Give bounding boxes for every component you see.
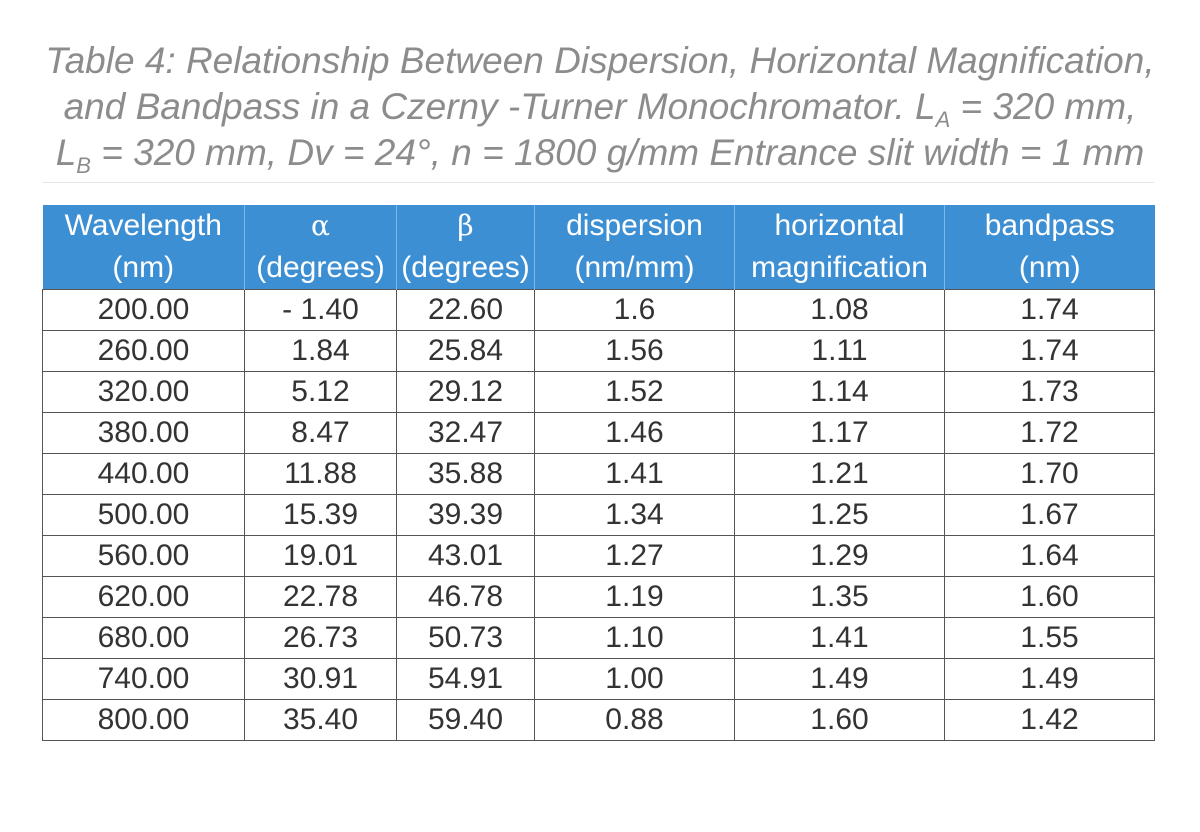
- column-header-bandpass: [945, 205, 1155, 290]
- table-cell-dispersion: 1.10: [535, 618, 735, 659]
- table-cell-alpha: 1.84: [245, 331, 397, 372]
- table-row: [43, 659, 1155, 700]
- table-cell-wavelength: 440.00: [43, 454, 245, 495]
- table-cell-wavelength: 680.00: [43, 618, 245, 659]
- table-cell-beta: 25.84: [397, 331, 535, 372]
- column-header-unit: (degrees): [401, 251, 530, 284]
- column-header-label: β: [457, 209, 474, 242]
- caption-line-1: Table 4: Relationship Between Dispersion, Horizontal Magnification,: [45, 40, 1155, 81]
- table-cell-bandpass: 1.73: [945, 372, 1155, 413]
- caption-line-2: and Bandpass in a Czerny -Turner Monochromator. $L_A = 320$ mm,: [63, 86, 1137, 132]
- table-cell-beta: 32.47: [397, 413, 535, 454]
- column-header-beta: [397, 205, 535, 290]
- table-cell-alpha: 11.88: [245, 454, 397, 495]
- table-cell-dispersion: 1.46: [535, 413, 735, 454]
- table-row: [43, 536, 1155, 577]
- table-cell-horizontal-magnification: 1.35: [735, 577, 945, 618]
- monochromator-table: [42, 205, 1155, 741]
- table-row: [43, 454, 1155, 495]
- table-cell-dispersion: 1.6: [535, 290, 735, 331]
- table-cell-beta: 59.40: [397, 700, 535, 741]
- table-cell-beta: 29.12: [397, 372, 535, 413]
- table-cell-wavelength: 560.00: [43, 536, 245, 577]
- table-cell-horizontal-magnification: 1.60: [735, 700, 945, 741]
- column-header-label: horizontal: [774, 209, 905, 242]
- table-cell-alpha: 19.01: [245, 536, 397, 577]
- column-header-unit: magnification: [751, 251, 928, 284]
- table-cell-beta: 39.39: [397, 495, 535, 536]
- table-cell-horizontal-magnification: 1.21: [735, 454, 945, 495]
- table-cell-horizontal-magnification: 1.41: [735, 618, 945, 659]
- table-cell-bandpass: 1.42: [945, 700, 1155, 741]
- table-caption: [30, 38, 1170, 176]
- column-header-label: α: [311, 209, 330, 242]
- column-header-dispersion: [535, 205, 735, 290]
- column-header-unit: (degrees): [256, 251, 385, 284]
- table-cell-dispersion: 0.88: [535, 700, 735, 741]
- table-cell-dispersion: 1.27: [535, 536, 735, 577]
- table-cell-horizontal-magnification: 1.14: [735, 372, 945, 413]
- column-header-label: dispersion: [566, 209, 703, 242]
- table-cell-horizontal-magnification: 1.25: [735, 495, 945, 536]
- table-cell-beta: 54.91: [397, 659, 535, 700]
- table-cell-beta: 43.01: [397, 536, 535, 577]
- table-cell-beta: 46.78: [397, 577, 535, 618]
- caption-line-3: $L_B = 320$ mm, Dv = 24°, n = 1800 g/mm Entrance slit width = 1 mm: [55, 132, 1145, 178]
- table-cell-horizontal-magnification: 1.08: [735, 290, 945, 331]
- table-cell-beta: 22.60: [397, 290, 535, 331]
- table-cell-alpha: 30.91: [245, 659, 397, 700]
- table-row: [43, 577, 1155, 618]
- table-cell-wavelength: 260.00: [43, 331, 245, 372]
- table-cell-wavelength: 320.00: [43, 372, 245, 413]
- table-row: [43, 413, 1155, 454]
- table-row: [43, 618, 1155, 659]
- column-header-label: Wavelength: [64, 209, 222, 242]
- table-cell-bandpass: 1.64: [945, 536, 1155, 577]
- table-cell-dispersion: 1.34: [535, 495, 735, 536]
- table-cell-alpha: 15.39: [245, 495, 397, 536]
- table-body: [43, 290, 1155, 741]
- table-cell-alpha: 35.40: [245, 700, 397, 741]
- table-cell-alpha: - 1.40: [245, 290, 397, 331]
- table-cell-wavelength: 380.00: [43, 413, 245, 454]
- table-cell-bandpass: 1.67: [945, 495, 1155, 536]
- table-cell-dispersion: 1.19: [535, 577, 735, 618]
- column-header-alpha: [245, 205, 397, 290]
- table-cell-dispersion: 1.00: [535, 659, 735, 700]
- caption-divider: [42, 182, 1154, 183]
- table-cell-horizontal-magnification: 1.49: [735, 659, 945, 700]
- table-cell-dispersion: 1.41: [535, 454, 735, 495]
- table-cell-wavelength: 500.00: [43, 495, 245, 536]
- table-cell-bandpass: 1.72: [945, 413, 1155, 454]
- table-cell-alpha: 5.12: [245, 372, 397, 413]
- column-header-horizontal-magnification: [735, 205, 945, 290]
- column-header-unit: (nm): [112, 251, 175, 284]
- table-header: [43, 205, 1155, 290]
- table-cell-bandpass: 1.60: [945, 577, 1155, 618]
- table-cell-bandpass: 1.55: [945, 618, 1155, 659]
- table-cell-beta: 50.73: [397, 618, 535, 659]
- table-cell-dispersion: 1.56: [535, 331, 735, 372]
- header-row: [43, 205, 1155, 290]
- table-cell-wavelength: 200.00: [43, 290, 245, 331]
- table-cell-bandpass: 1.49: [945, 659, 1155, 700]
- table-row: [43, 495, 1155, 536]
- table-cell-bandpass: 1.74: [945, 290, 1155, 331]
- column-header-unit: (nm): [1018, 251, 1081, 284]
- table-cell-horizontal-magnification: 1.11: [735, 331, 945, 372]
- table-cell-bandpass: 1.74: [945, 331, 1155, 372]
- table-cell-dispersion: 1.52: [535, 372, 735, 413]
- table-cell-wavelength: 620.00: [43, 577, 245, 618]
- table-cell-wavelength: 740.00: [43, 659, 245, 700]
- column-header-wavelength: [43, 205, 245, 290]
- table-cell-alpha: 22.78: [245, 577, 397, 618]
- column-header-unit: (nm/mm): [574, 251, 695, 284]
- column-header-label: bandpass: [984, 209, 1115, 242]
- table-cell-alpha: 26.73: [245, 618, 397, 659]
- table-row: [43, 372, 1155, 413]
- table-cell-wavelength: 800.00: [43, 700, 245, 741]
- table-cell-beta: 35.88: [397, 454, 535, 495]
- table-row: [43, 331, 1155, 372]
- table-cell-horizontal-magnification: 1.17: [735, 413, 945, 454]
- table-cell-bandpass: 1.70: [945, 454, 1155, 495]
- table-row: [43, 700, 1155, 741]
- table-cell-alpha: 8.47: [245, 413, 397, 454]
- table-row: [43, 290, 1155, 331]
- table-cell-horizontal-magnification: 1.29: [735, 536, 945, 577]
